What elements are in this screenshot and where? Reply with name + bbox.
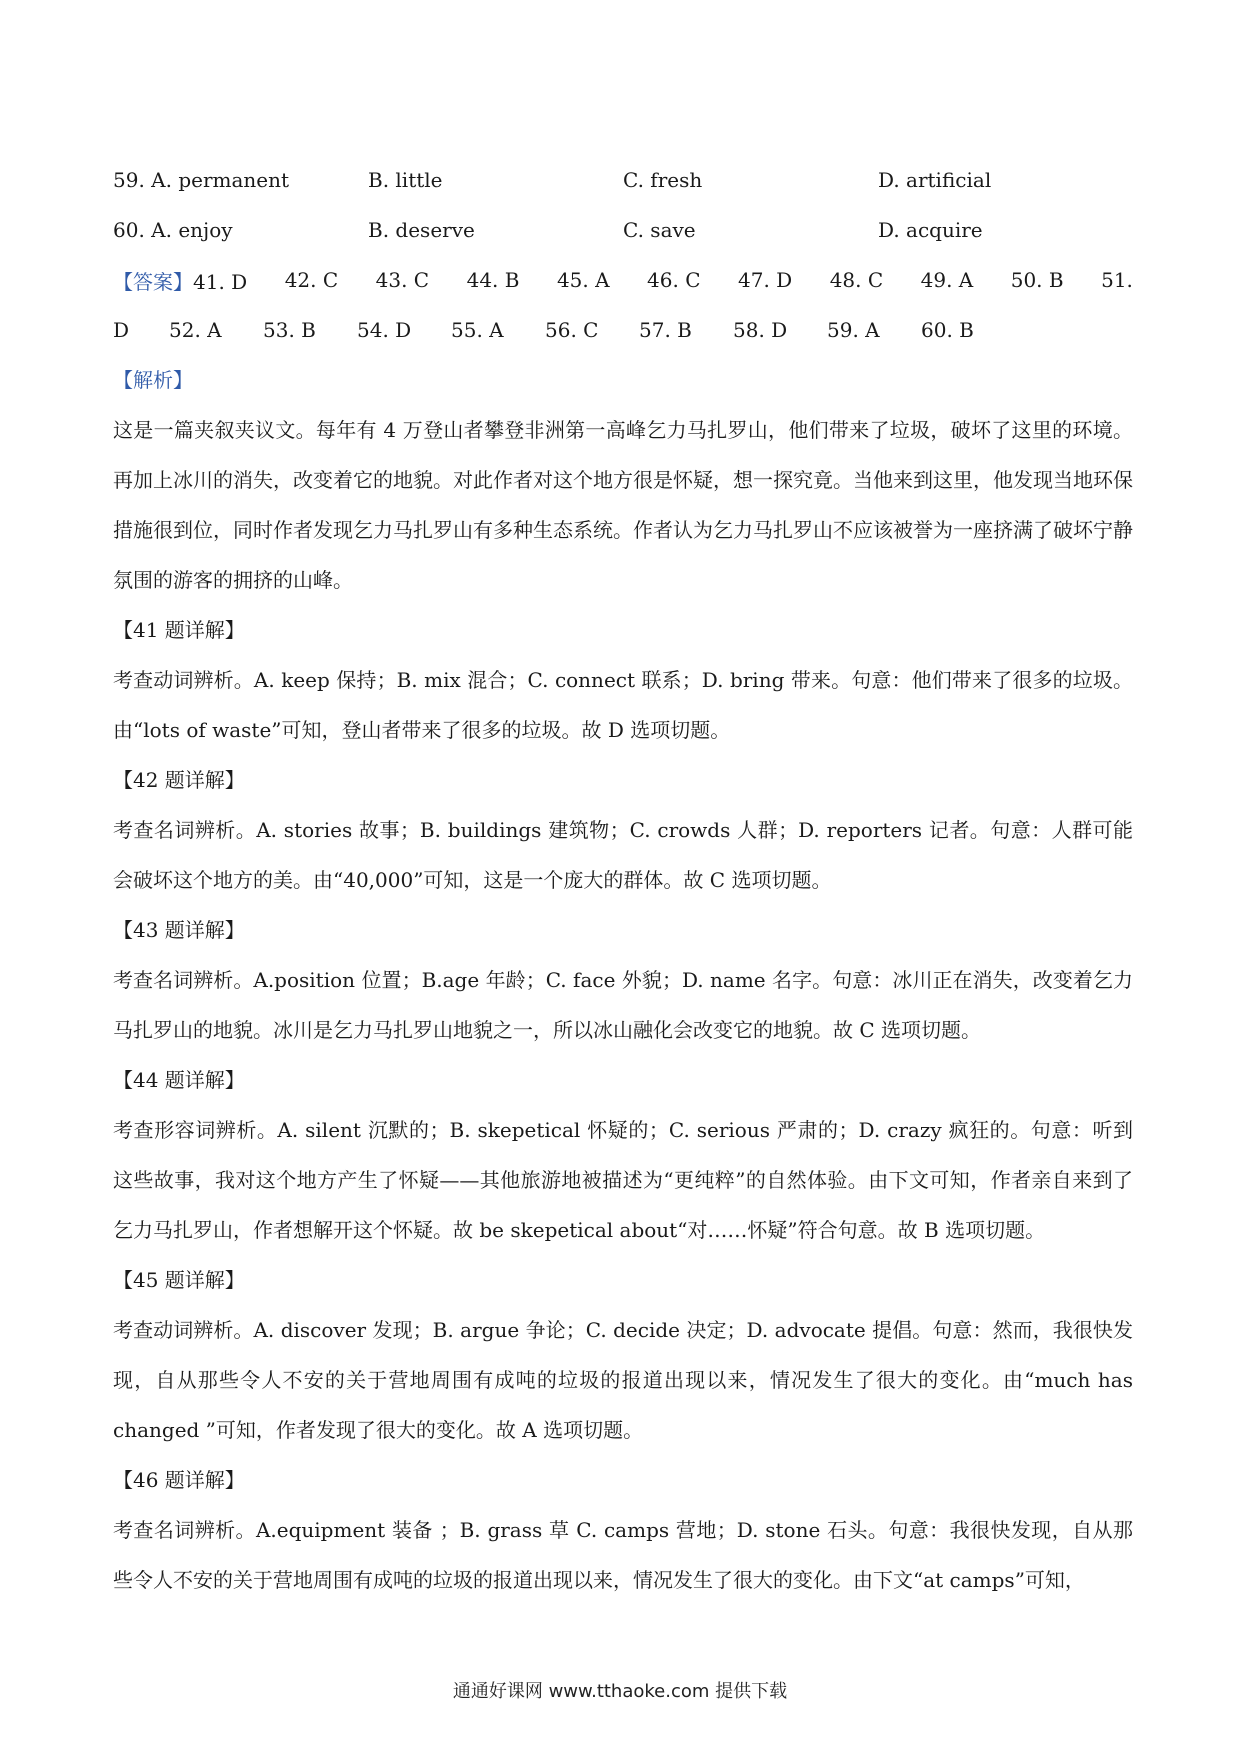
- answer-item: 47. D: [738, 268, 793, 292]
- option-b: B. deserve: [368, 218, 475, 242]
- option-b: B. little: [368, 168, 443, 192]
- answer-item: 42. C: [284, 268, 339, 292]
- section-heading-42: 【42 题详解】: [113, 768, 245, 792]
- answer-item: 50. B: [1010, 268, 1064, 292]
- page-footer: 通通好课网 www.tthaoke.com 提供下载: [452, 1681, 788, 1702]
- answer-item: 52. A: [169, 318, 222, 342]
- answer-item: 45. A: [556, 268, 610, 292]
- section-text-43: 考查名词辨析。A.position 位置；B.age 年龄；C. face 外貌；D. name 名字。句意：冰川正在消失，改变着乞力马扎罗山的地貌。冰川是乞力马扎罗山地貌之一，所以冰山融化会改变它的地貌。故 C 选项切题。: [113, 968, 1133, 1042]
- option-c: C. fresh: [623, 168, 703, 192]
- answer-item: 57. B: [639, 318, 692, 342]
- section-text-42: 考查名词辨析。A. stories 故事；B. buildings 建筑物；C. crowds 人群；D. reporters 记者。句意：人群可能会破坏这个地方的美。由“40,000”可知，这是一个庞大的群体。故 C 选项切题。: [113, 818, 1133, 892]
- section-heading-44: 【44 题详解】: [113, 1068, 245, 1092]
- option-d: D. acquire: [878, 218, 983, 242]
- answer-item: 60. B: [921, 318, 974, 342]
- answer-item: 58. D: [733, 318, 788, 342]
- answer-item: 44. B: [466, 268, 520, 292]
- section-text-45: 考查动词辨析。A. discover 发现；B. argue 争论；C. decide 决定；D. advocate 提倡。句意：然而，我很快发现，自从那些令人不安的关于营地周围有成吨的垃圾的报道出现以来，情况发生了很大的变化。由“much has changed ”可知，作者发现了很大的变化。故 A 选项切题。: [113, 1318, 1133, 1442]
- section-heading-46: 【46 题详解】: [113, 1468, 245, 1492]
- answer-key: [113, 255, 1133, 355]
- option-c: C. save: [623, 218, 696, 242]
- option-a: 60. A. enjoy: [113, 218, 233, 242]
- option-row-60: [113, 205, 1133, 255]
- section-text-46: 考查名词辨析。A.equipment 装备 ；B. grass 草 C. camps 营地；D. stone 石头。句意：我很快发现，自从那些令人不安的关于营地周围有成吨的垃圾的报道出现以来，情况发生了很大的变化。由下文“at camps”可知，: [113, 1518, 1133, 1592]
- answer-item: 54. D: [357, 318, 412, 342]
- section-heading-41: 【41 题详解】: [113, 618, 245, 642]
- answer-item: 56. C: [545, 318, 599, 342]
- intro-paragraph: 这是一篇夹叙夹议文。每年有 4 万登山者攀登非洲第一高峰乞力马扎罗山，他们带来了垃圾，破坏了这里的环境。再加上冰川的消失，改变着它的地貌。对此作者对这个地方很是怀疑，想一探究竟。当他来到这里，他发现当地环保措施很到位，同时作者发现乞力马扎罗山有多种生态系统。作者认为乞力马扎罗山不应该被誉为一座挤满了破坏宁静氛围的游客的拥挤的山峰。: [113, 418, 1133, 592]
- answer-item: 48. C: [829, 268, 884, 292]
- section-heading-45: 【45 题详解】: [113, 1268, 245, 1292]
- analysis-label: 【解析】: [113, 368, 193, 392]
- answer-item: D: [113, 318, 130, 342]
- answer-item: 41. D: [193, 269, 248, 294]
- section-heading-43: 【43 题详解】: [113, 918, 245, 942]
- answer-item: 49. A: [920, 268, 974, 292]
- section-text-41: 考查动词辨析。A. keep 保持；B. mix 混合；C. connect 联系；D. bring 带来。句意：他们带来了很多的垃圾。由“lots of waste”可知，登山者带来了很多的垃圾。故 D 选项切题。: [113, 668, 1133, 742]
- answer-line-1: [113, 255, 1133, 305]
- answer-item: 53. B: [263, 318, 316, 342]
- answer-item: 46. C: [647, 268, 701, 292]
- option-a: 59. A. permanent: [113, 168, 290, 192]
- answer-item: 43. C: [375, 268, 430, 292]
- answer-item: 51.: [1101, 268, 1133, 292]
- answer-line-2: [113, 305, 1133, 355]
- answer-item: 55. A: [451, 318, 504, 342]
- section-text-44: 考查形容词辨析。A. silent 沉默的；B. skepetical 怀疑的；C. serious 严肃的；D. crazy 疯狂的。句意：听到这些故事，我对这个地方产生了怀疑——其他旅游地被描述为“更纯粹”的自然体验。由下文可知，作者亲自来到了乞力马扎罗山，作者想解开这个怀疑。故 be skepetical about“对……怀疑”符合句意。故 B 选项切题。: [113, 1118, 1133, 1242]
- answer-item: 59. A: [827, 318, 880, 342]
- option-d: D. artificial: [878, 168, 992, 192]
- option-row-59: [113, 155, 1133, 205]
- document-page: [113, 155, 1133, 1605]
- answer-label: 【答案】: [113, 269, 193, 294]
